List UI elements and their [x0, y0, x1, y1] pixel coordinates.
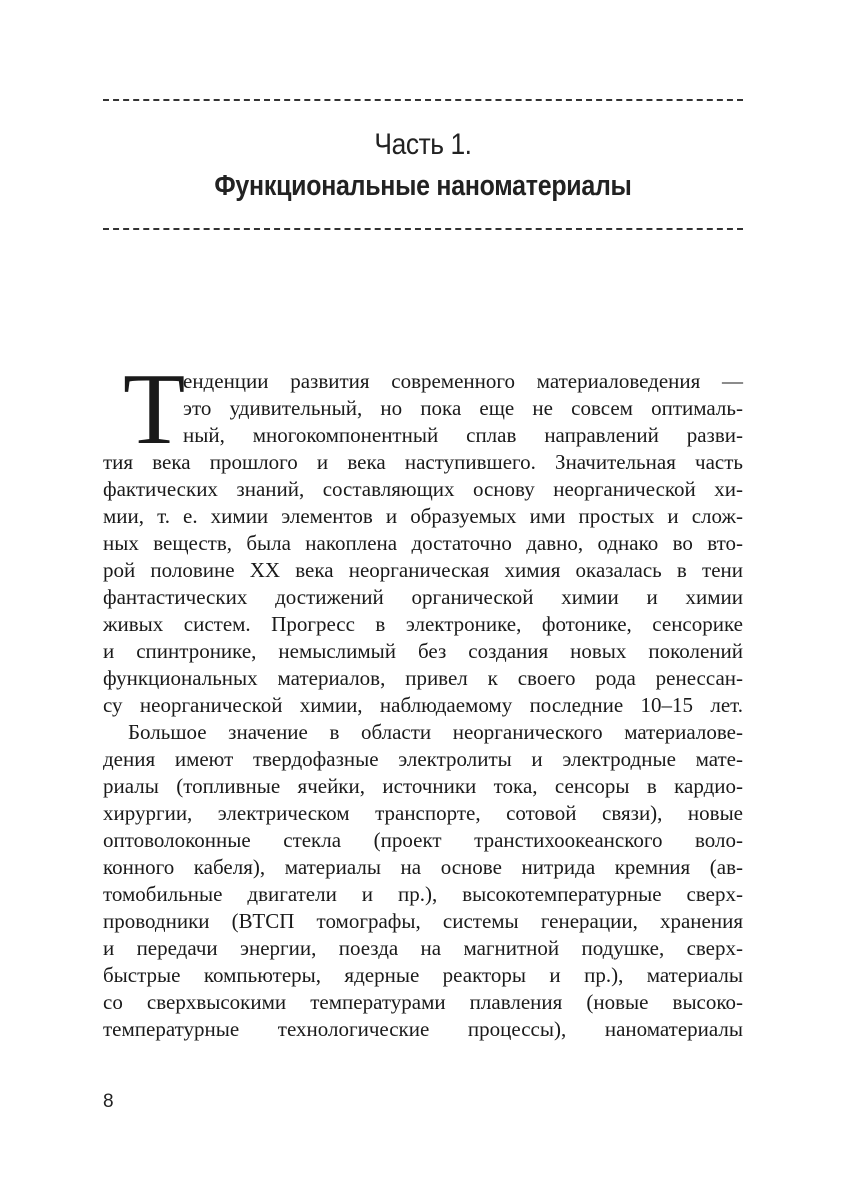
text-line: рой половине XX века неорганическая химия оказалась в тени [103, 558, 743, 582]
chapter-label: Часть 1. [374, 128, 472, 161]
text-line: фактических знаний, составляющих основу неорганической хи- [103, 477, 743, 501]
paragraph-1 [103, 353, 743, 719]
text-line: со сверхвысокими температурами плавления (новые высоко- [103, 990, 743, 1014]
text-line: живых систем. Прогресс в электронике, фотонике, сенсорике [103, 612, 743, 636]
text-line: температурные технологические процессы), наноматериалы [103, 1017, 743, 1041]
text-line: быстрые компьютеры, ядерные реакторы и пр.), материалы [103, 963, 743, 987]
text-line: и передачи энергии, поезда на магнитной подушке, сверх- [103, 936, 743, 960]
text-line: мии, т. е. химии элементов и образуемых ими простых и слож- [103, 504, 743, 528]
text-line: и спинтронике, немыслимый без создания новых поколений [103, 639, 743, 663]
text-line: ный, многокомпонентный сплав направлений разви- [183, 423, 743, 447]
chapter-title: Функциональные наноматериалы [214, 170, 632, 202]
text-line: фантастических достижений органической химии и химии [103, 585, 743, 609]
text-line: Большое значение в области неорганического материалове- [128, 720, 743, 744]
text-line: томобильные двигатели и пр.), высокотемпературные сверх- [103, 882, 743, 906]
text-line: су неорганической химии, наблюдаемому последние 10–15 лет. [103, 693, 743, 717]
text-line: хирургии, электрическом транспорте, сотовой связи), новые [103, 801, 743, 825]
text-line: оптоволоконные стекла (проект транстихоокеанского воло- [103, 828, 743, 852]
drop-cap: Т [123, 353, 186, 466]
text-line: ных веществ, была накоплена достаточно давно, однако во вто- [103, 531, 743, 555]
text-line: енденции развития современного материаловедения — [183, 369, 743, 393]
text-line: риалы (топливные ячейки, источники тока, сенсоры в кардио- [103, 774, 743, 798]
text-line: тия века прошлого и века наступившего. Значительная часть [103, 450, 743, 474]
body-text [103, 353, 743, 1043]
top-dashed-rule [103, 99, 743, 101]
bottom-dashed-rule [103, 228, 743, 230]
text-line: дения имеют твердофазные электролиты и электродные мате- [103, 747, 743, 771]
text-line: функциональных материалов, привел к своего рода ренессан- [103, 666, 743, 690]
text-line: проводники (ВТСП томографы, системы генерации, хранения [103, 909, 743, 933]
text-line: это удивительный, но пока еще не совсем оптималь- [183, 396, 743, 420]
text-line: конного кабеля), материалы на основе нитрида кремния (ав- [103, 855, 743, 879]
paragraph-2 [103, 719, 743, 1043]
page-number: 8 [103, 1091, 114, 1112]
